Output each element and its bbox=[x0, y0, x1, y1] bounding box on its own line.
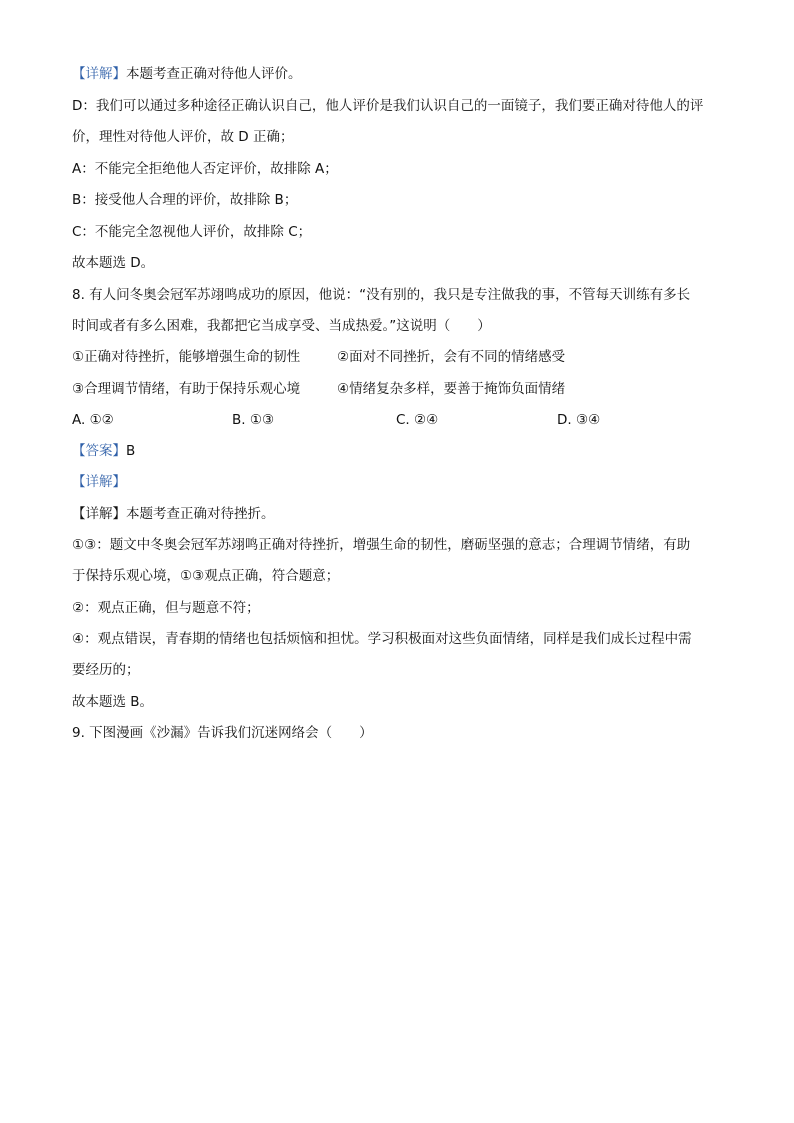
q7-option-c-explain: C：不能完全忽视他人评价，故排除 C； bbox=[72, 224, 312, 240]
q8-choice-a: A. ①② bbox=[72, 412, 114, 428]
explain-tag: 【详解】 bbox=[72, 66, 126, 82]
q8-detail-heading bbox=[72, 472, 126, 492]
q7-explain-line bbox=[72, 64, 302, 84]
q7-option-a-explain: A：不能完全拒绝他人否定评价，故排除 A； bbox=[72, 161, 338, 177]
q8-choice-c: C. ②④ bbox=[396, 412, 439, 428]
q7-conclusion: 故本题选 D。 bbox=[72, 255, 155, 271]
q8-choice-b: B. ①③ bbox=[232, 412, 275, 428]
q7-option-b-explain: B：接受他人合理的评价，故排除 B； bbox=[72, 192, 298, 208]
q8-explain-line bbox=[72, 504, 275, 524]
q8-explain-13-line2: 于保持乐观心境，①③观点正确，符合题意； bbox=[72, 568, 340, 584]
explain-text: 本题考查正确对待挫折。 bbox=[126, 506, 275, 522]
q9-stem: 9. 下图漫画《沙漏》告诉我们沉迷网络会（ ） bbox=[72, 725, 373, 741]
q8-statement-3: ③合理调节情绪，有助于保持乐观心境 bbox=[72, 381, 301, 397]
q7-option-d-line1: D：我们可以通过多种途径正确认识自己，他人评价是我们认识自己的一面镜子，我们要正确对待他人的评 bbox=[72, 98, 704, 114]
answer-tag: 【答案】 bbox=[72, 443, 126, 459]
q8-explain-13-line1: ①③：题文中冬奥会冠军苏翊鸣正确对待挫折，增强生命的韧性，磨砺坚强的意志；合理调节情绪，有助 bbox=[72, 537, 691, 553]
q8-conclusion: 故本题选 B。 bbox=[72, 694, 154, 710]
detail-tag: 【详解】 bbox=[72, 474, 126, 490]
q8-statement-1: ①正确对待挫折，能够增强生命的韧性 bbox=[72, 349, 301, 365]
q8-stem-line1: 8. 有人问冬奥会冠军苏翊鸣成功的原因，他说：“没有别的，我只是专注做我的事，不管每天训练有多长 bbox=[72, 287, 691, 303]
q8-explain-4-line2: 要经历的； bbox=[72, 662, 140, 678]
q8-stem-line2: 时间或者有多么困难，我都把它当成享受、当成热爱。”这说明（ ） bbox=[72, 318, 491, 334]
q8-statement-2: ②面对不同挫折，会有不同的情绪感受 bbox=[337, 349, 566, 365]
q8-choice-d: D. ③④ bbox=[557, 412, 601, 428]
explain-text: 本题考查正确对待他人评价。 bbox=[126, 66, 302, 82]
q8-explain-4-line1: ④：观点错误，青春期的情绪也包括烦恼和担忧。学习积极面对这些负面情绪，同样是我们成长过程中需 bbox=[72, 631, 692, 647]
q8-answer-line bbox=[72, 441, 135, 461]
answer-value: B bbox=[126, 443, 136, 459]
q7-option-d-line2: 价，理性对待他人评价，故 D 正确； bbox=[72, 129, 294, 145]
explain-tag: 【详解】 bbox=[72, 506, 126, 522]
q8-statement-4: ④情绪复杂多样，要善于掩饰负面情绪 bbox=[337, 381, 566, 397]
q8-explain-2: ②：观点正确，但与题意不符； bbox=[72, 600, 260, 616]
